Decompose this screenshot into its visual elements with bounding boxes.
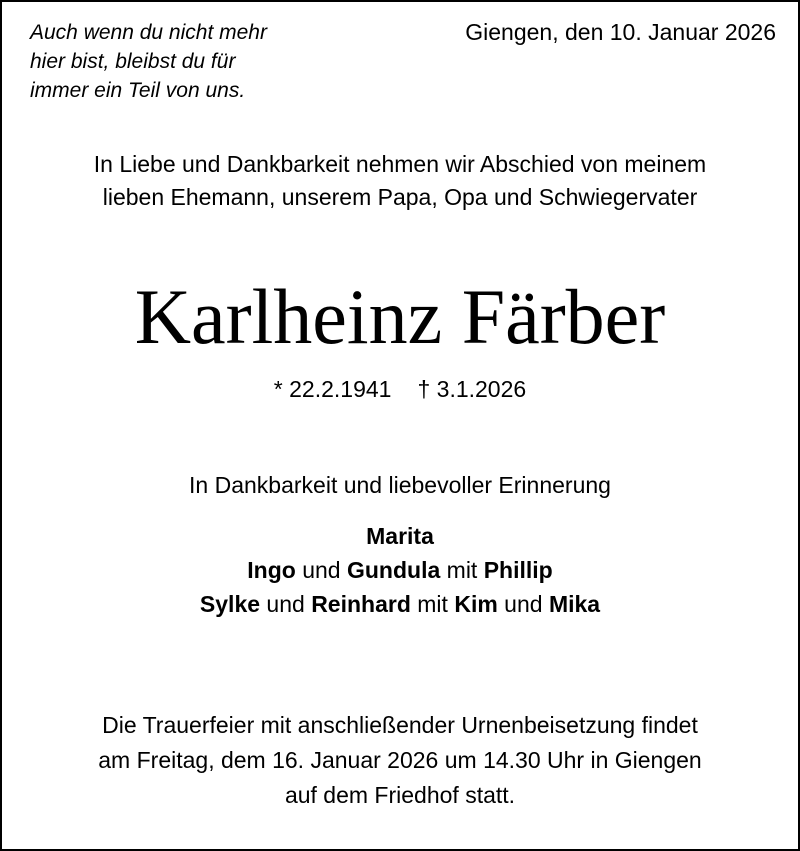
family-member-name: Reinhard bbox=[311, 591, 411, 617]
ceremony-line: am Freitag, dem 16. Januar 2026 um 14.30 Uhr in Giengen bbox=[98, 747, 702, 773]
family-member-name: Kim bbox=[454, 591, 498, 617]
death-date: † 3.1.2026 bbox=[417, 376, 527, 402]
family-member-name: Gundula bbox=[346, 557, 441, 583]
family-member-name: Marita bbox=[366, 523, 434, 549]
intro-text bbox=[2, 148, 798, 214]
conjunction: mit bbox=[446, 557, 478, 583]
motto-line: Auch wenn du nicht mehr bbox=[30, 21, 267, 44]
family-member-name: Phillip bbox=[483, 557, 553, 583]
intro-line: lieben Ehemann, unserem Papa, Opa und Schwiegervater bbox=[102, 184, 698, 210]
funeral-details bbox=[2, 708, 798, 813]
conjunction: und bbox=[302, 557, 341, 583]
family-member-name: Sylke bbox=[199, 591, 261, 617]
motto-line: hier bist, bleibst du für bbox=[30, 50, 236, 73]
family-line bbox=[2, 519, 798, 553]
conjunction: mit bbox=[417, 591, 448, 617]
place-and-date: Giengen, den 10. Januar 2026 bbox=[465, 19, 776, 45]
conjunction: und bbox=[504, 591, 543, 617]
conjunction: und bbox=[266, 591, 305, 617]
remembrance-line: In Dankbarkeit und liebevoller Erinnerung bbox=[189, 472, 611, 498]
intro-line: In Liebe und Dankbarkeit nehmen wir Abschied von meinem bbox=[93, 151, 707, 177]
motto-line: immer ein Teil von uns. bbox=[30, 79, 246, 102]
motto-quote bbox=[30, 18, 267, 105]
family-signatures bbox=[2, 519, 798, 621]
ceremony-line: Die Trauerfeier mit anschließender Urnenbeisetzung findet bbox=[102, 712, 698, 738]
ceremony-line: auf dem Friedhof statt. bbox=[284, 782, 516, 808]
family-member-name: Ingo bbox=[247, 557, 296, 583]
deceased-name: Karlheinz Färber bbox=[134, 273, 666, 360]
birth-date: * 22.2.1941 bbox=[273, 376, 392, 402]
family-line bbox=[2, 587, 798, 621]
life-dates bbox=[2, 374, 798, 404]
family-line bbox=[2, 553, 798, 587]
family-member-name: Mika bbox=[548, 591, 601, 617]
